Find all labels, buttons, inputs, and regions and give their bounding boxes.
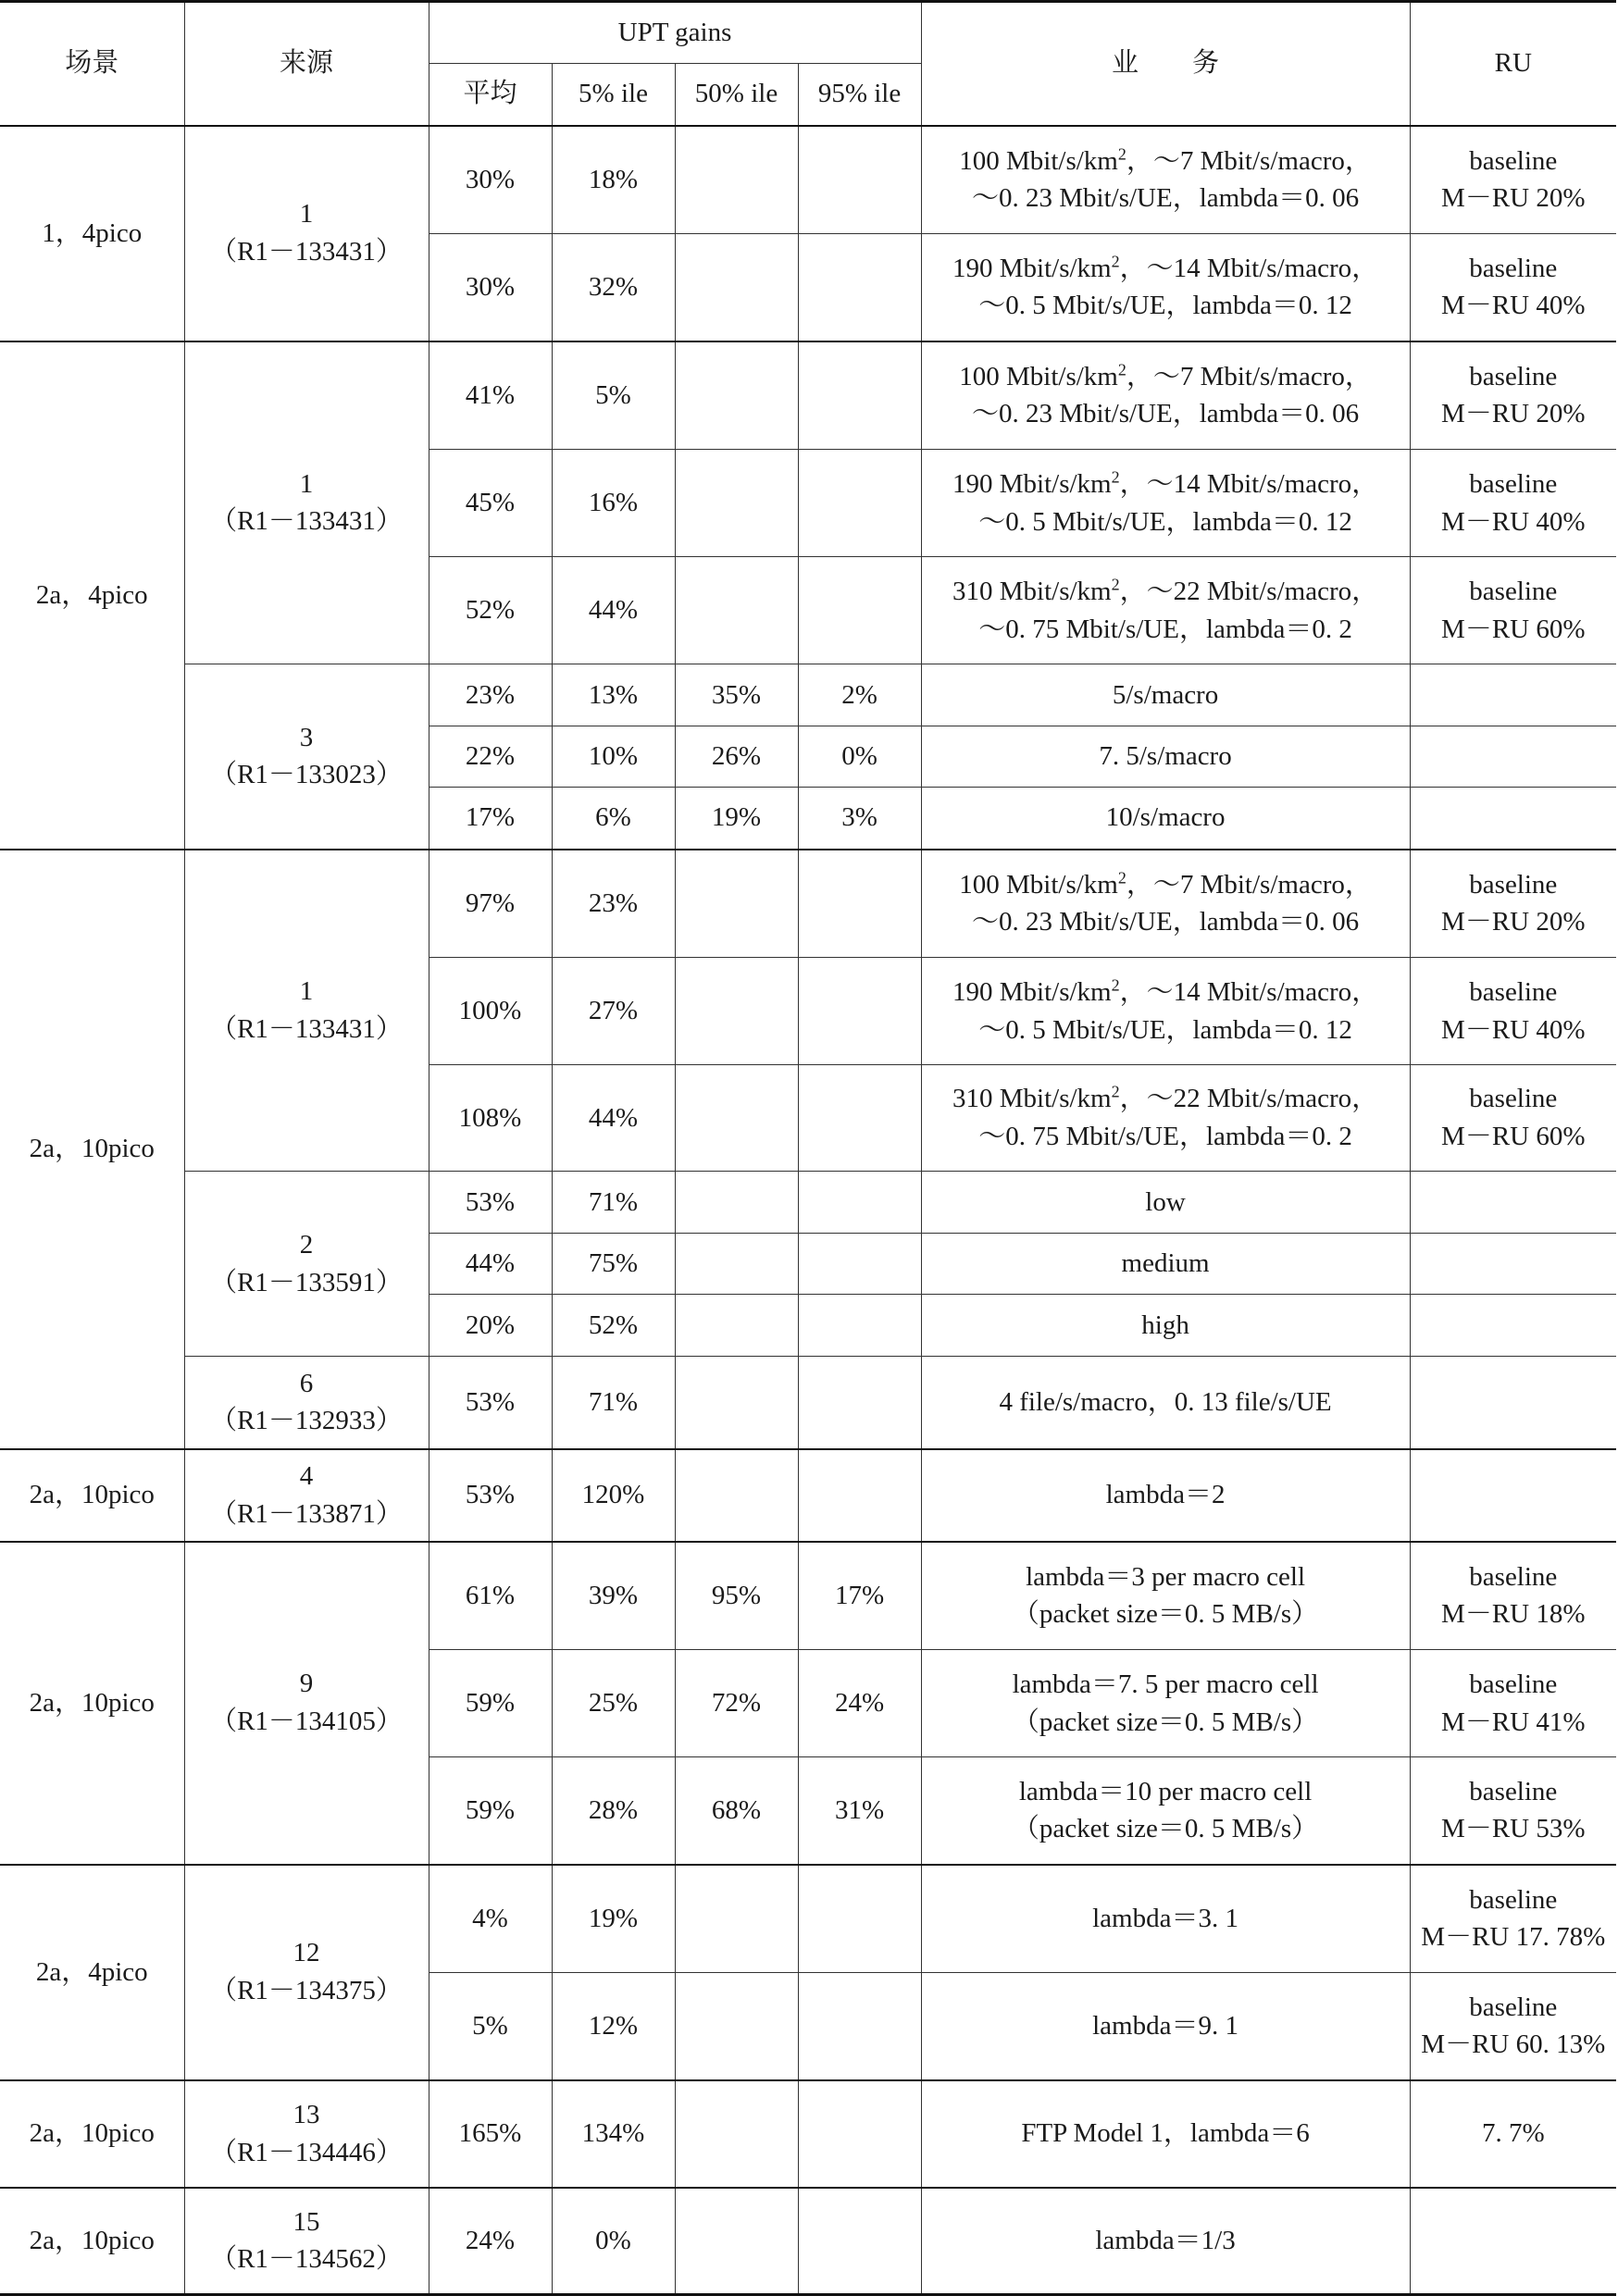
p95-gain-cell <box>798 1973 921 2080</box>
service-density: 310 Mbit/s/km <box>952 576 1112 606</box>
service-line <box>926 143 1406 180</box>
scene-cell: 2a，10pico <box>0 2080 184 2188</box>
p5-gain-cell: 6% <box>552 788 675 850</box>
superscript-2: 2 <box>1111 575 1120 594</box>
p5-gain-cell: 52% <box>552 1295 675 1357</box>
service-cell <box>921 234 1410 341</box>
service-line: （packet size＝0. 5 MB/s） <box>1012 1599 1319 1630</box>
p95-gain-cell <box>798 1357 921 1449</box>
p95-gain-cell <box>798 557 921 664</box>
service-cell <box>921 1449 1410 1542</box>
ru-line: baseline <box>1469 253 1558 283</box>
ru-line: baseline <box>1469 869 1558 900</box>
service-line: ～0. 5 Mbit/s/UE，lambda＝0. 12 <box>978 1014 1352 1045</box>
service-cell <box>921 788 1410 850</box>
table-row <box>0 850 1616 958</box>
source-cell <box>184 1449 429 1542</box>
header-avg: 平均 <box>429 64 552 126</box>
ru-cell <box>1410 126 1616 234</box>
table-row <box>0 1542 1616 1650</box>
ru-cell <box>1410 1650 1616 1757</box>
service-cell <box>921 1973 1410 2080</box>
p5-gain-cell: 19% <box>552 1865 675 1973</box>
ru-cell <box>1410 341 1616 450</box>
service-cell <box>921 1357 1410 1449</box>
header-ru: RU <box>1410 2 1616 126</box>
superscript-2: 2 <box>1111 467 1120 487</box>
avg-gain-cell: 22% <box>429 726 552 788</box>
service-line: ～0. 5 Mbit/s/UE，lambda＝0. 12 <box>978 291 1352 321</box>
service-line: lambda＝9. 1 <box>1092 2010 1238 2041</box>
p5-gain-cell: 44% <box>552 557 675 664</box>
table-body <box>0 2 1616 2295</box>
p95-gain-cell <box>798 234 921 341</box>
service-cell <box>921 1757 1410 1865</box>
p5-gain-cell: 13% <box>552 664 675 726</box>
source-doc-id: （R1－134562） <box>210 2244 403 2275</box>
service-line: ～0. 5 Mbit/s/UE，lambda＝0. 12 <box>978 506 1352 537</box>
scene-cell: 2a，10pico <box>0 2188 184 2295</box>
source-doc-id: （R1－133431） <box>210 237 403 267</box>
p5-gain-cell: 71% <box>552 1357 675 1449</box>
scene-cell: 2a，10pico <box>0 1542 184 1865</box>
avg-gain-cell: 108% <box>429 1065 552 1172</box>
service-cell <box>921 1065 1410 1172</box>
service-density: 190 Mbit/s/km <box>952 976 1112 1007</box>
ru-cell <box>1410 1865 1616 1973</box>
p50-gain-cell <box>675 1449 798 1542</box>
ru-cell <box>1410 1234 1616 1295</box>
service-density: 100 Mbit/s/km <box>959 869 1118 900</box>
superscript-2: 2 <box>1111 1082 1120 1101</box>
p95-gain-cell: 2% <box>798 664 921 726</box>
service-line <box>926 573 1406 611</box>
avg-gain-cell: 53% <box>429 1357 552 1449</box>
avg-gain-cell: 53% <box>429 1449 552 1542</box>
service-line: low <box>1145 1186 1186 1217</box>
source-doc-id: （R1－134446） <box>210 2137 403 2167</box>
scene-cell: 2a，4pico <box>0 341 184 850</box>
ru-cell <box>1410 1973 1616 2080</box>
avg-gain-cell: 97% <box>429 850 552 958</box>
p95-gain-cell <box>798 2080 921 2188</box>
p5-gain-cell: 18% <box>552 126 675 234</box>
source-cell <box>184 1542 429 1865</box>
header-row-1 <box>0 2 1616 64</box>
service-line: 10/s/macro <box>1105 802 1226 833</box>
source-number: 1 <box>299 468 314 499</box>
source-cell <box>184 1172 429 1357</box>
superscript-2: 2 <box>1117 360 1126 379</box>
p95-gain-cell <box>798 450 921 557</box>
header-scene: 场景 <box>0 2 184 126</box>
ru-line: M－RU 60% <box>1441 614 1586 644</box>
service-density: 190 Mbit/s/km <box>952 253 1112 283</box>
table-row <box>0 341 1616 450</box>
p5-gain-cell: 120% <box>552 1449 675 1542</box>
service-macro: ，～14 Mbit/s/macro， <box>1119 468 1379 499</box>
service-line: ～0. 75 Mbit/s/UE，lambda＝0. 2 <box>978 614 1352 644</box>
service-line: 4 file/s/macro，0. 13 file/s/UE <box>999 1386 1332 1417</box>
source-cell <box>184 2188 429 2295</box>
ru-line: M－RU 41% <box>1441 1706 1586 1737</box>
service-line: lambda＝10 per macro cell <box>1018 1776 1313 1806</box>
source-cell <box>184 850 429 1172</box>
p5-gain-cell: 16% <box>552 450 675 557</box>
table-row <box>0 2188 1616 2295</box>
service-line: 7. 5/s/macro <box>1099 741 1232 772</box>
p5-gain-cell: 27% <box>552 958 675 1065</box>
ru-cell <box>1410 1295 1616 1357</box>
ru-line: baseline <box>1469 145 1558 176</box>
p95-gain-cell <box>798 850 921 958</box>
source-cell <box>184 1865 429 2080</box>
ru-line: baseline <box>1469 1561 1558 1592</box>
ru-cell <box>1410 1757 1616 1865</box>
avg-gain-cell: 44% <box>429 1234 552 1295</box>
p50-gain-cell <box>675 1973 798 2080</box>
p50-gain-cell <box>675 341 798 450</box>
p50-gain-cell <box>675 126 798 234</box>
scene-cell: 1，4pico <box>0 126 184 341</box>
service-cell <box>921 850 1410 958</box>
header-p50: 50% ile <box>675 64 798 126</box>
p50-gain-cell <box>675 1172 798 1234</box>
source-number: 15 <box>292 2206 320 2237</box>
service-line: （packet size＝0. 5 MB/s） <box>1012 1706 1319 1737</box>
ru-cell <box>1410 1172 1616 1234</box>
avg-gain-cell: 20% <box>429 1295 552 1357</box>
p5-gain-cell: 25% <box>552 1650 675 1757</box>
ru-cell <box>1410 788 1616 850</box>
header-service: 业 务 <box>921 2 1410 126</box>
ru-line: baseline <box>1469 1084 1558 1114</box>
source-number: 1 <box>299 976 314 1007</box>
p5-gain-cell: 28% <box>552 1757 675 1865</box>
ru-cell <box>1410 1449 1616 1542</box>
service-density: 100 Mbit/s/km <box>959 145 1118 176</box>
ru-cell <box>1410 557 1616 664</box>
p50-gain-cell <box>675 1065 798 1172</box>
service-line <box>926 250 1406 288</box>
source-cell <box>184 1357 429 1449</box>
avg-gain-cell: 100% <box>429 958 552 1065</box>
ru-cell <box>1410 850 1616 958</box>
p95-gain-cell <box>798 1234 921 1295</box>
source-doc-id: （R1－133591） <box>210 1267 403 1297</box>
source-cell <box>184 664 429 850</box>
service-line <box>926 1080 1406 1118</box>
service-density: 190 Mbit/s/km <box>952 468 1112 499</box>
p50-gain-cell <box>675 450 798 557</box>
avg-gain-cell: 59% <box>429 1650 552 1757</box>
header-upt-gains: UPT gains <box>429 2 921 64</box>
scene-cell: 2a，4pico <box>0 1865 184 2080</box>
p95-gain-cell: 31% <box>798 1757 921 1865</box>
ru-line: baseline <box>1469 976 1558 1007</box>
p95-gain-cell <box>798 1865 921 1973</box>
header-p95: 95% ile <box>798 64 921 126</box>
p50-gain-cell <box>675 958 798 1065</box>
source-doc-id: （R1－132933） <box>210 1406 403 1436</box>
source-doc-id: （R1－133871） <box>210 1498 403 1529</box>
superscript-2: 2 <box>1111 252 1120 270</box>
avg-gain-cell: 53% <box>429 1172 552 1234</box>
source-cell <box>184 126 429 341</box>
service-density: 310 Mbit/s/km <box>952 1084 1112 1114</box>
p5-gain-cell: 44% <box>552 1065 675 1172</box>
table-row <box>0 1172 1616 1234</box>
service-line <box>926 358 1406 396</box>
avg-gain-cell: 4% <box>429 1865 552 1973</box>
p50-gain-cell <box>675 1234 798 1295</box>
p5-gain-cell: 10% <box>552 726 675 788</box>
service-cell <box>921 1542 1410 1650</box>
avg-gain-cell: 52% <box>429 557 552 664</box>
source-cell <box>184 2080 429 2188</box>
service-line: ～0. 23 Mbit/s/UE，lambda＝0. 06 <box>972 399 1360 429</box>
source-number: 3 <box>299 722 314 752</box>
source-doc-id: （R1－134375） <box>210 1976 403 2005</box>
ru-line: M－RU 18% <box>1441 1599 1586 1630</box>
p50-gain-cell <box>675 2080 798 2188</box>
service-line: lambda＝7. 5 per macro cell <box>1012 1669 1319 1699</box>
ru-line: baseline <box>1469 1884 1558 1915</box>
p50-gain-cell <box>675 1295 798 1357</box>
ru-cell <box>1410 234 1616 341</box>
p5-gain-cell: 32% <box>552 234 675 341</box>
p95-gain-cell <box>798 2188 921 2295</box>
avg-gain-cell: 59% <box>429 1757 552 1865</box>
ru-line: M－RU 17. 78% <box>1421 1922 1606 1953</box>
p50-gain-cell: 19% <box>675 788 798 850</box>
service-line: lambda＝1/3 <box>1095 2225 1236 2255</box>
ru-cell <box>1410 1357 1616 1449</box>
service-macro: ，～14 Mbit/s/macro， <box>1119 976 1379 1007</box>
service-line: lambda＝2 <box>1105 1480 1226 1510</box>
source-number: 2 <box>299 1229 314 1260</box>
ru-cell <box>1410 2188 1616 2295</box>
ru-cell <box>1410 958 1616 1065</box>
p50-gain-cell <box>675 1357 798 1449</box>
service-line: high <box>1141 1309 1189 1340</box>
scene-cell: 2a，10pico <box>0 850 184 1449</box>
p5-gain-cell: 12% <box>552 1973 675 2080</box>
header-source: 来源 <box>184 2 429 126</box>
service-cell <box>921 726 1410 788</box>
ru-cell <box>1410 450 1616 557</box>
service-cell <box>921 2080 1410 2188</box>
source-doc-id: （R1－133431） <box>210 506 403 537</box>
p95-gain-cell <box>798 1449 921 1542</box>
ru-line: M－RU 40% <box>1441 291 1586 321</box>
header-p5: 5% ile <box>552 64 675 126</box>
source-doc-id: （R1－133431） <box>210 1013 403 1044</box>
p50-gain-cell <box>675 850 798 958</box>
service-cell <box>921 1650 1410 1757</box>
avg-gain-cell: 5% <box>429 1973 552 2080</box>
service-macro: ，～7 Mbit/s/macro， <box>1126 869 1372 900</box>
scene-cell: 2a，10pico <box>0 1449 184 1542</box>
service-cell <box>921 958 1410 1065</box>
service-cell <box>921 1172 1410 1234</box>
p95-gain-cell <box>798 341 921 450</box>
p5-gain-cell: 75% <box>552 1234 675 1295</box>
p95-gain-cell: 17% <box>798 1542 921 1650</box>
service-macro: ，～7 Mbit/s/macro， <box>1126 361 1372 391</box>
service-macro: ，～22 Mbit/s/macro， <box>1119 576 1379 606</box>
service-line: FTP Model 1，lambda＝6 <box>1021 2118 1310 2149</box>
service-line: ～0. 75 Mbit/s/UE，lambda＝0. 2 <box>978 1122 1352 1151</box>
source-cell <box>184 341 429 664</box>
avg-gain-cell: 30% <box>429 126 552 234</box>
p95-gain-cell: 0% <box>798 726 921 788</box>
ru-line: M－RU 40% <box>1441 1014 1586 1045</box>
avg-gain-cell: 41% <box>429 341 552 450</box>
p95-gain-cell: 3% <box>798 788 921 850</box>
p5-gain-cell: 39% <box>552 1542 675 1650</box>
source-doc-id: （R1－134105） <box>210 1706 403 1736</box>
p95-gain-cell <box>798 958 921 1065</box>
ru-line: baseline <box>1469 1669 1558 1699</box>
p50-gain-cell <box>675 1865 798 1973</box>
source-number: 12 <box>292 1938 320 1968</box>
superscript-2: 2 <box>1117 144 1126 163</box>
superscript-2: 2 <box>1111 975 1120 995</box>
avg-gain-cell: 45% <box>429 450 552 557</box>
service-cell <box>921 341 1410 450</box>
p50-gain-cell: 26% <box>675 726 798 788</box>
p5-gain-cell: 5% <box>552 341 675 450</box>
service-cell <box>921 2188 1410 2295</box>
ru-cell <box>1410 664 1616 726</box>
table-row <box>0 1449 1616 1542</box>
p95-gain-cell <box>798 1295 921 1357</box>
service-line <box>926 974 1406 1011</box>
p5-gain-cell: 23% <box>552 850 675 958</box>
source-number: 6 <box>299 1368 314 1398</box>
source-number: 4 <box>299 1460 314 1491</box>
source-number: 13 <box>292 2099 320 2129</box>
ru-line: M－RU 60. 13% <box>1421 2029 1606 2060</box>
ru-cell <box>1410 2080 1616 2188</box>
table-row <box>0 126 1616 234</box>
table-row <box>0 1865 1616 1973</box>
service-line: lambda＝3 per macro cell <box>1026 1561 1306 1592</box>
p5-gain-cell: 71% <box>552 1172 675 1234</box>
service-line: lambda＝3. 1 <box>1092 1903 1238 1933</box>
service-cell <box>921 126 1410 234</box>
service-line: （packet size＝0. 5 MB/s） <box>1012 1814 1319 1844</box>
ru-line: M－RU 53% <box>1441 1814 1586 1844</box>
avg-gain-cell: 23% <box>429 664 552 726</box>
p50-gain-cell <box>675 2188 798 2295</box>
service-cell <box>921 664 1410 726</box>
ru-cell <box>1410 726 1616 788</box>
service-cell <box>921 557 1410 664</box>
service-cell <box>921 450 1410 557</box>
avg-gain-cell: 17% <box>429 788 552 850</box>
table-row <box>0 2080 1616 2188</box>
p95-gain-cell: 24% <box>798 1650 921 1757</box>
avg-gain-cell: 30% <box>429 234 552 341</box>
service-cell <box>921 1234 1410 1295</box>
service-cell <box>921 1865 1410 1973</box>
p50-gain-cell <box>675 557 798 664</box>
p95-gain-cell <box>798 126 921 234</box>
ru-line: M－RU 20% <box>1441 399 1586 429</box>
ru-line: baseline <box>1469 576 1558 606</box>
ru-line: M－RU 40% <box>1441 506 1586 537</box>
source-doc-id: （R1－133023） <box>210 760 403 790</box>
ru-line: baseline <box>1469 1992 1558 2022</box>
service-line: ～0. 23 Mbit/s/UE，lambda＝0. 06 <box>972 183 1360 214</box>
p5-gain-cell: 0% <box>552 2188 675 2295</box>
ru-line: M－RU 60% <box>1441 1122 1586 1151</box>
service-cell <box>921 1295 1410 1357</box>
service-line <box>926 866 1406 904</box>
service-macro: ，～7 Mbit/s/macro， <box>1126 145 1372 176</box>
p50-gain-cell: 68% <box>675 1757 798 1865</box>
p95-gain-cell <box>798 1172 921 1234</box>
service-line: ～0. 23 Mbit/s/UE，lambda＝0. 06 <box>972 907 1360 937</box>
service-line <box>926 465 1406 503</box>
source-number: 9 <box>299 1669 314 1699</box>
p50-gain-cell <box>675 234 798 341</box>
ru-line: baseline <box>1469 1776 1558 1806</box>
superscript-2: 2 <box>1117 868 1126 887</box>
p5-gain-cell: 134% <box>552 2080 675 2188</box>
service-line: medium <box>1121 1248 1210 1279</box>
ru-cell <box>1410 1542 1616 1650</box>
avg-gain-cell: 165% <box>429 2080 552 2188</box>
ru-cell <box>1410 1065 1616 1172</box>
ru-line: M－RU 20% <box>1441 183 1586 214</box>
avg-gain-cell: 24% <box>429 2188 552 2295</box>
source-number: 1 <box>299 199 314 230</box>
p50-gain-cell: 35% <box>675 664 798 726</box>
p50-gain-cell: 72% <box>675 1650 798 1757</box>
ru-line: baseline <box>1469 468 1558 499</box>
service-density: 100 Mbit/s/km <box>959 361 1118 391</box>
ru-line: baseline <box>1469 361 1558 391</box>
p95-gain-cell <box>798 1065 921 1172</box>
table-row <box>0 1357 1616 1449</box>
table-row <box>0 664 1616 726</box>
ru-line: 7. 7% <box>1481 2118 1545 2149</box>
service-line: 5/s/macro <box>1112 679 1219 710</box>
p50-gain-cell: 95% <box>675 1542 798 1650</box>
avg-gain-cell: 61% <box>429 1542 552 1650</box>
service-macro: ，～22 Mbit/s/macro， <box>1119 1084 1379 1114</box>
service-macro: ，～14 Mbit/s/macro， <box>1119 253 1379 283</box>
ru-line: M－RU 20% <box>1441 907 1586 937</box>
